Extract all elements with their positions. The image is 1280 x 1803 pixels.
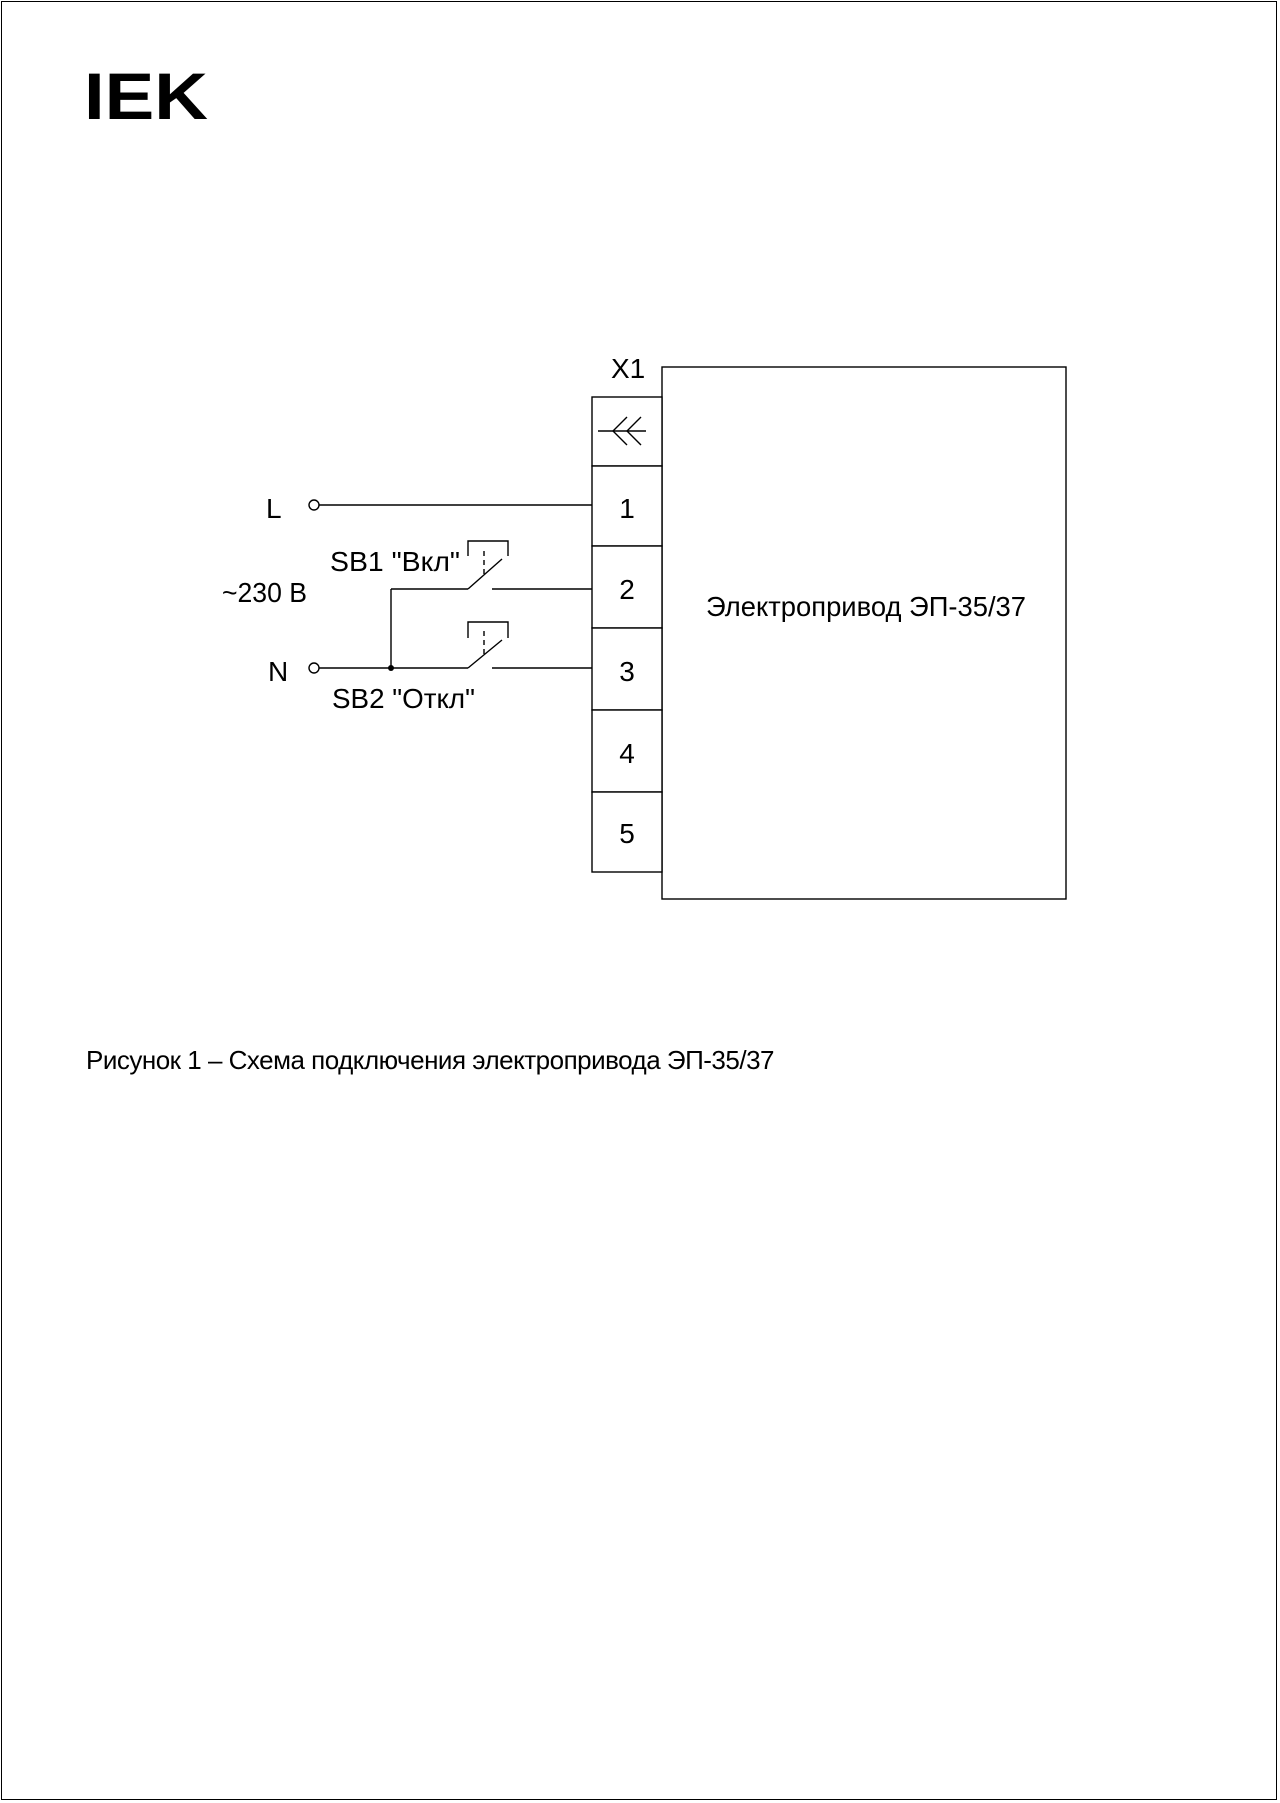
terminal-number-5: 5 <box>619 818 635 849</box>
device-label: Электропривод ЭП-35/37 <box>706 591 1026 622</box>
l-terminal-circle <box>309 500 319 510</box>
sb1-label: SB1 "Вкл" <box>330 546 460 577</box>
voltage-label: ~230 В <box>222 577 307 608</box>
connector-label: X1 <box>611 353 646 384</box>
electric-drive-box <box>662 367 1066 899</box>
terminal-block <box>592 397 662 872</box>
sb2-pushbutton-icon <box>468 622 592 668</box>
n-terminal-circle <box>309 663 319 673</box>
iek-logo <box>84 59 208 133</box>
sb2-label: SB2 "Откл" <box>332 683 475 714</box>
neutral-label: N <box>268 656 289 687</box>
line-label: L <box>266 493 282 524</box>
terminal-number-4: 4 <box>619 738 635 769</box>
figure-caption: Рисунок 1 – Схема подключения электропривода ЭП-35/37 <box>86 1045 774 1075</box>
terminal-number-1: 1 <box>619 493 635 524</box>
terminal-number-2: 2 <box>619 574 635 605</box>
logo-text: IEK <box>84 59 209 133</box>
terminal-number-3: 3 <box>619 656 635 687</box>
sb1-pushbutton-icon <box>468 541 592 589</box>
